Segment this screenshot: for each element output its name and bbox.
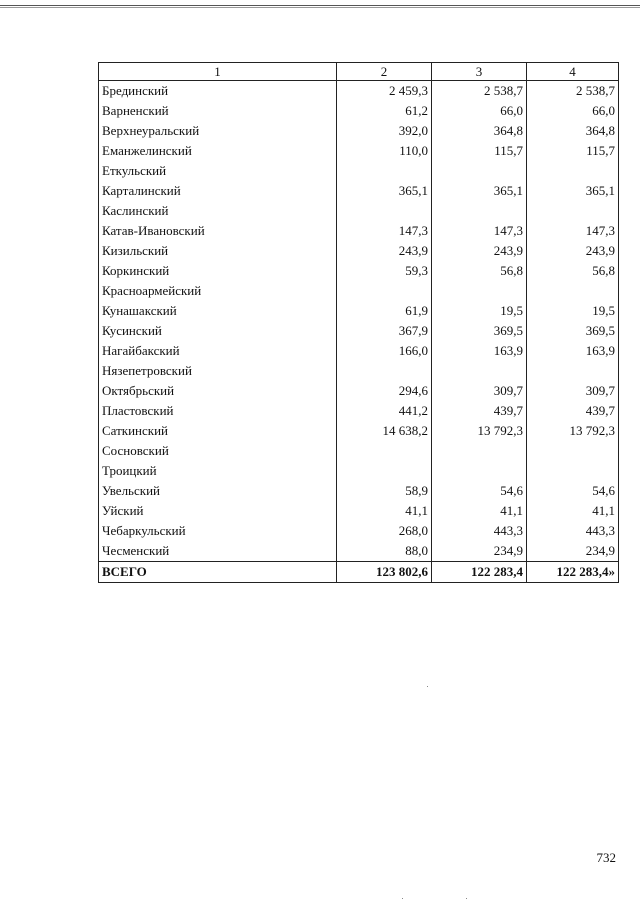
header-row xyxy=(99,63,619,81)
table-row xyxy=(99,221,619,241)
value-col-4-cell: 41,1 xyxy=(527,501,619,521)
table-row xyxy=(99,201,619,221)
value-col-4-cell: 147,3 xyxy=(527,221,619,241)
district-name-cell: Нагайбакский xyxy=(99,341,337,361)
value-col-4-cell: 234,9 xyxy=(527,541,619,562)
value-col-4-cell xyxy=(527,281,619,301)
district-name-cell: Уйский xyxy=(99,501,337,521)
table-row xyxy=(99,101,619,121)
value-col-4-cell: 13 792,3 xyxy=(527,421,619,441)
district-name-cell: Нязепетровский xyxy=(99,361,337,381)
table-row xyxy=(99,541,619,562)
value-col-2-cell: 365,1 xyxy=(337,181,432,201)
district-name-cell: Сосновский xyxy=(99,441,337,461)
value-col-2-cell: 61,9 xyxy=(337,301,432,321)
value-col-2-cell: 441,2 xyxy=(337,401,432,421)
value-col-3-cell xyxy=(432,441,527,461)
table-row xyxy=(99,461,619,481)
table-row xyxy=(99,381,619,401)
value-col-2-cell: 147,3 xyxy=(337,221,432,241)
value-col-2-cell: 58,9 xyxy=(337,481,432,501)
value-col-2-cell: 166,0 xyxy=(337,341,432,361)
table-row xyxy=(99,521,619,541)
district-name-cell: Саткинский xyxy=(99,421,337,441)
value-col-3-cell: 365,1 xyxy=(432,181,527,201)
value-col-4-cell xyxy=(527,461,619,481)
table-row xyxy=(99,501,619,521)
header-col-4: 4 xyxy=(527,63,619,81)
value-col-4-cell: 369,5 xyxy=(527,321,619,341)
table-row xyxy=(99,321,619,341)
district-name-cell: Кусинский xyxy=(99,321,337,341)
table-row xyxy=(99,141,619,161)
value-col-2-cell: 392,0 xyxy=(337,121,432,141)
table-row xyxy=(99,121,619,141)
value-col-4-cell: 443,3 xyxy=(527,521,619,541)
value-col-3-cell: 19,5 xyxy=(432,301,527,321)
value-col-2-cell xyxy=(337,461,432,481)
value-col-2-cell xyxy=(337,281,432,301)
table-body xyxy=(99,81,619,562)
district-name-cell: Варненский xyxy=(99,101,337,121)
scan-speck xyxy=(466,898,467,899)
value-col-4-cell: 19,5 xyxy=(527,301,619,321)
value-col-3-cell: 369,5 xyxy=(432,321,527,341)
table-row xyxy=(99,481,619,501)
top-border-line xyxy=(0,5,640,6)
value-col-3-cell: 309,7 xyxy=(432,381,527,401)
table-row xyxy=(99,81,619,102)
value-col-4-cell: 115,7 xyxy=(527,141,619,161)
value-col-2-cell: 268,0 xyxy=(337,521,432,541)
district-name-cell: Каслинский xyxy=(99,201,337,221)
value-col-4-cell xyxy=(527,161,619,181)
scan-speck xyxy=(402,898,403,899)
value-col-4-cell xyxy=(527,201,619,221)
district-name-cell: Октябрьский xyxy=(99,381,337,401)
value-col-2-cell xyxy=(337,201,432,221)
value-col-4-cell: 365,1 xyxy=(527,181,619,201)
value-col-2-cell: 110,0 xyxy=(337,141,432,161)
district-name-cell: Пластовский xyxy=(99,401,337,421)
value-col-2-cell: 294,6 xyxy=(337,381,432,401)
value-col-3-cell: 234,9 xyxy=(432,541,527,562)
district-name-cell: Верхнеуральский xyxy=(99,121,337,141)
table-row xyxy=(99,261,619,281)
table-row xyxy=(99,341,619,361)
value-col-4-cell: 439,7 xyxy=(527,401,619,421)
value-col-3-cell: 56,8 xyxy=(432,261,527,281)
value-col-3-cell: 243,9 xyxy=(432,241,527,261)
value-col-2-cell xyxy=(337,361,432,381)
value-col-4-cell: 163,9 xyxy=(527,341,619,361)
district-name-cell: Кизильский xyxy=(99,241,337,261)
total-label: ВСЕГО xyxy=(99,562,337,583)
value-col-2-cell: 59,3 xyxy=(337,261,432,281)
value-col-2-cell xyxy=(337,441,432,461)
value-col-2-cell: 61,2 xyxy=(337,101,432,121)
total-col-3: 122 283,4 xyxy=(432,562,527,583)
page-number: 732 xyxy=(596,850,616,865)
value-col-3-cell: 443,3 xyxy=(432,521,527,541)
value-col-3-cell xyxy=(432,461,527,481)
value-col-3-cell xyxy=(432,361,527,381)
value-col-2-cell: 243,9 xyxy=(337,241,432,261)
value-col-4-cell: 243,9 xyxy=(527,241,619,261)
value-col-3-cell: 66,0 xyxy=(432,101,527,121)
header-col-3: 3 xyxy=(432,63,527,81)
value-col-3-cell: 147,3 xyxy=(432,221,527,241)
district-name-cell: Чебаркульский xyxy=(99,521,337,541)
table-header xyxy=(99,63,619,81)
data-table xyxy=(98,62,619,583)
table-row xyxy=(99,301,619,321)
table-row xyxy=(99,161,619,181)
value-col-4-cell: 66,0 xyxy=(527,101,619,121)
header-col-2: 2 xyxy=(337,63,432,81)
table-row xyxy=(99,441,619,461)
value-col-3-cell: 2 538,7 xyxy=(432,81,527,102)
total-col-4: 122 283,4» xyxy=(527,562,619,583)
district-name-cell: Еткульский xyxy=(99,161,337,181)
table-row xyxy=(99,361,619,381)
value-col-2-cell: 41,1 xyxy=(337,501,432,521)
district-name-cell: Катав-Ивановский xyxy=(99,221,337,241)
value-col-3-cell xyxy=(432,281,527,301)
district-name-cell: Увельский xyxy=(99,481,337,501)
district-name-cell: Красноармейский xyxy=(99,281,337,301)
table-footer xyxy=(99,562,619,583)
value-col-4-cell: 56,8 xyxy=(527,261,619,281)
value-col-2-cell: 88,0 xyxy=(337,541,432,562)
top-border-line-secondary xyxy=(0,7,640,8)
value-col-3-cell: 163,9 xyxy=(432,341,527,361)
header-col-1: 1 xyxy=(99,63,337,81)
value-col-3-cell: 439,7 xyxy=(432,401,527,421)
table-row xyxy=(99,181,619,201)
total-col-2: 123 802,6 xyxy=(337,562,432,583)
value-col-4-cell: 364,8 xyxy=(527,121,619,141)
district-name-cell: Карталинский xyxy=(99,181,337,201)
district-name-cell: Коркинский xyxy=(99,261,337,281)
value-col-4-cell xyxy=(527,361,619,381)
value-col-3-cell xyxy=(432,201,527,221)
value-col-4-cell: 54,6 xyxy=(527,481,619,501)
value-col-4-cell xyxy=(527,441,619,461)
value-col-3-cell: 41,1 xyxy=(432,501,527,521)
district-name-cell: Еманжелинский xyxy=(99,141,337,161)
value-col-3-cell: 115,7 xyxy=(432,141,527,161)
total-row xyxy=(99,562,619,583)
value-col-2-cell xyxy=(337,161,432,181)
district-name-cell: Чесменский xyxy=(99,541,337,562)
value-col-3-cell: 364,8 xyxy=(432,121,527,141)
value-col-2-cell: 2 459,3 xyxy=(337,81,432,102)
table-row xyxy=(99,281,619,301)
district-name-cell: Кунашакский xyxy=(99,301,337,321)
value-col-2-cell: 14 638,2 xyxy=(337,421,432,441)
district-name-cell: Троицкий xyxy=(99,461,337,481)
table-row xyxy=(99,401,619,421)
value-col-2-cell: 367,9 xyxy=(337,321,432,341)
value-col-3-cell: 13 792,3 xyxy=(432,421,527,441)
value-col-3-cell: 54,6 xyxy=(432,481,527,501)
district-name-cell: Брединский xyxy=(99,81,337,102)
table-row xyxy=(99,241,619,261)
scan-speck xyxy=(427,686,428,687)
value-col-4-cell: 2 538,7 xyxy=(527,81,619,102)
value-col-4-cell: 309,7 xyxy=(527,381,619,401)
table-row xyxy=(99,421,619,441)
value-col-3-cell xyxy=(432,161,527,181)
